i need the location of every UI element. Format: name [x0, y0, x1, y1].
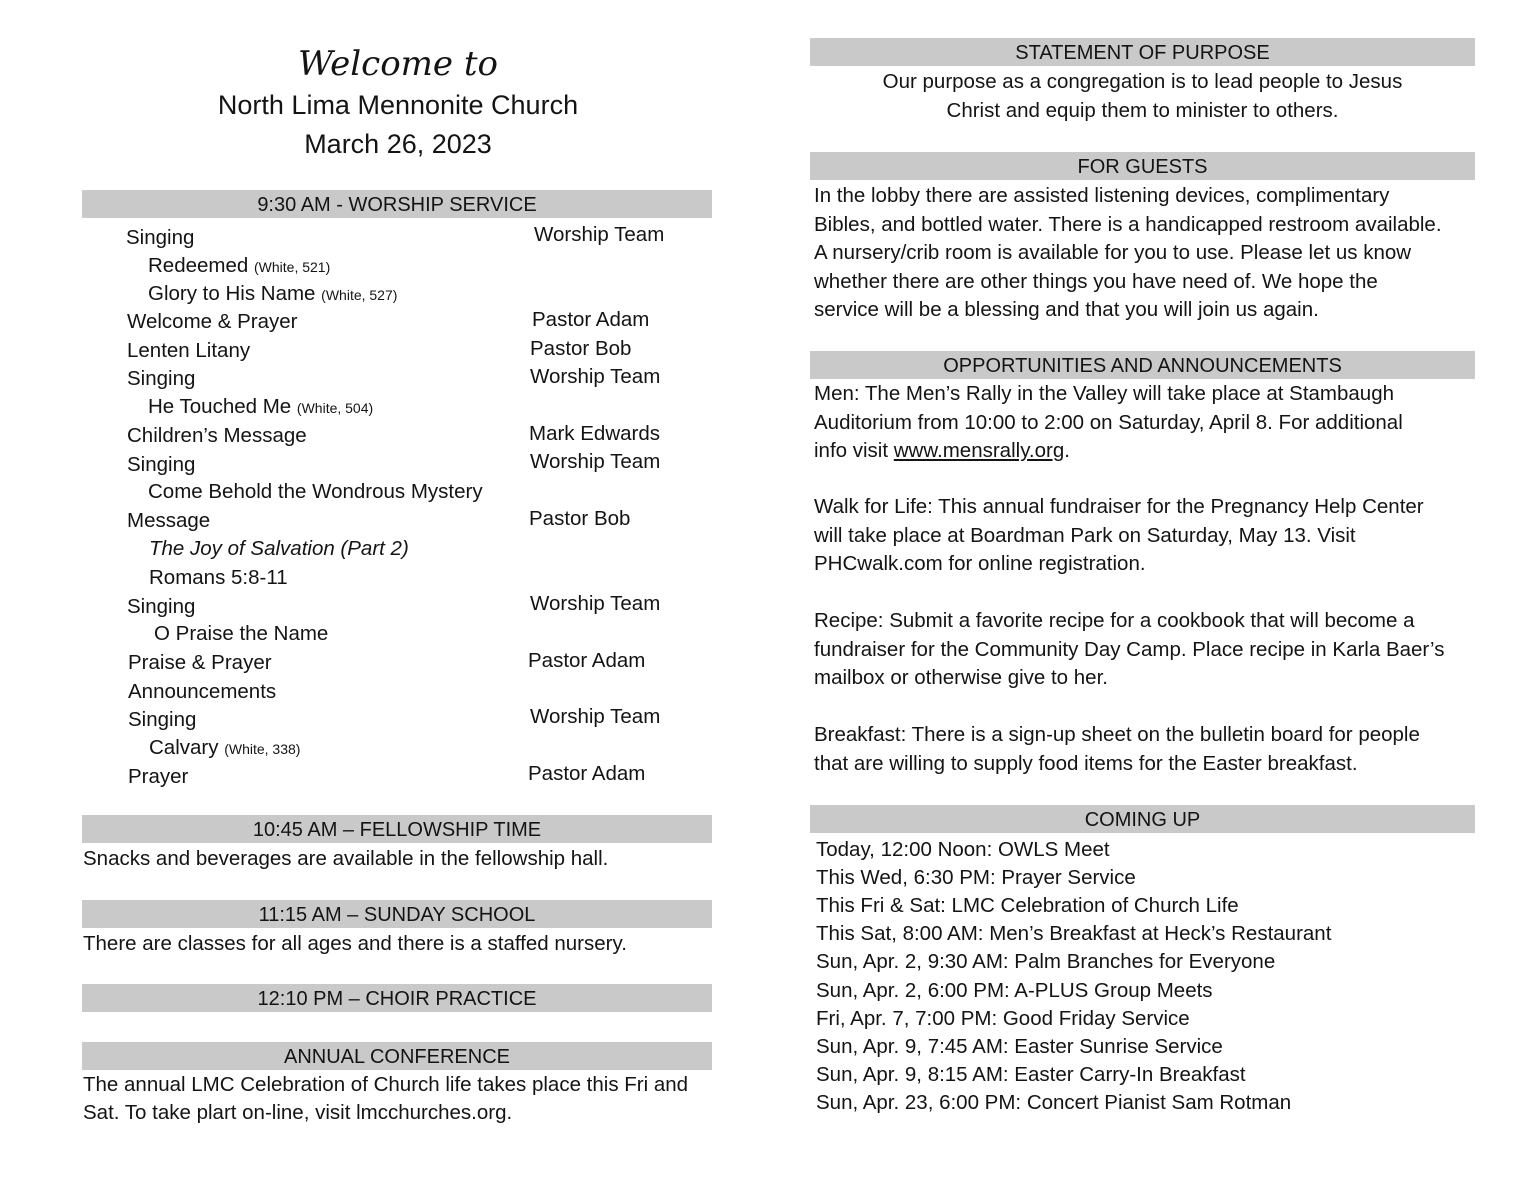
song-title: Redeemed (White, 521): [148, 254, 331, 277]
order-item: Singing: [127, 453, 196, 476]
song-title: Come Behold the Wondrous Mystery: [148, 480, 483, 503]
order-item: Lenten Litany: [127, 339, 251, 362]
coming-up-heading: COMING UP: [810, 805, 1475, 833]
purpose-heading: STATEMENT OF PURPOSE: [810, 38, 1475, 66]
announcement-line: that are willing to supply food items for the Easter breakfast.: [814, 751, 1358, 775]
choir-practice-heading: 12:10 PM – CHOIR PRACTICE: [82, 984, 712, 1012]
order-leader: Pastor Adam: [528, 649, 646, 672]
announcement-line: Men: The Men’s Rally in the Valley will take place at Stambaugh: [814, 382, 1394, 405]
song-title: Glory to His Name (White, 527): [148, 282, 398, 305]
guests-line: Bibles, and bottled water. There is a handicapped restroom available.: [814, 212, 1442, 236]
fellowship-heading: 10:45 AM – FELLOWSHIP TIME: [82, 815, 712, 843]
conference-text: Sat. To take plart on-line, visit lmcchurches.org.: [83, 1101, 513, 1124]
event-item: Sun, Apr. 9, 8:15 AM: Easter Carry-In Breakfast: [816, 1063, 1246, 1086]
guests-line: service will be a blessing and that you will join us again.: [814, 298, 1319, 321]
guests-line: In the lobby there are assisted listening devices, complimentary: [814, 184, 1390, 207]
conference-text: The annual LMC Celebration of Church life takes place this Fri and: [83, 1073, 689, 1096]
order-leader: Mark Edwards: [529, 422, 661, 445]
guests-line: whether there are other things you have need of. We hope the: [814, 269, 1378, 293]
order-leader: Worship Team: [530, 705, 661, 728]
annual-conference-heading: ANNUAL CONFERENCE: [82, 1042, 712, 1070]
announcement-line: Breakfast: There is a sign-up sheet on the bulletin board for people: [814, 723, 1420, 746]
announcement-line: PHCwalk.com for online registration.: [814, 552, 1146, 575]
event-item: This Fri & Sat: LMC Celebration of Church Life: [816, 894, 1239, 917]
event-item: This Sat, 8:00 AM: Men’s Breakfast at Heck’s Restaurant: [816, 922, 1332, 945]
order-leader: Worship Team: [530, 365, 661, 388]
purpose-line: Christ and equip them to minister to others.: [946, 98, 1339, 122]
purpose-text: [810, 68, 1475, 125]
order-item: Message: [127, 509, 211, 532]
order-item: Welcome & Prayer: [127, 310, 298, 333]
order-leader: Worship Team: [530, 592, 661, 615]
order-item: Children’s Message: [127, 424, 307, 447]
event-item: Fri, Apr. 7, 7:00 PM: Good Friday Service: [816, 1007, 1190, 1030]
announcements-heading: OPPORTUNITIES AND ANNOUNCEMENTS: [810, 351, 1475, 379]
breakfast-announcement: [814, 721, 1476, 778]
order-leader: Worship Team: [530, 450, 661, 473]
sermon-title: The Joy of Salvation (Part 2): [149, 537, 409, 560]
song-title: O Praise the Name: [154, 622, 329, 645]
announcement-line: Recipe: Submit a favorite recipe for a cookbook that will become a: [814, 609, 1415, 632]
sunday-school-heading: 11:15 AM – SUNDAY SCHOOL: [82, 900, 712, 928]
song-title: He Touched Me (White, 504): [148, 395, 374, 418]
announcement-line: will take place at Boardman Park on Saturday, May 13. Visit: [814, 523, 1356, 547]
event-item: Sun, Apr. 23, 6:00 PM: Concert Pianist Sam Rotman: [816, 1091, 1292, 1114]
order-leader: Pastor Bob: [529, 507, 631, 530]
mens-rally-announcement: [814, 380, 1476, 466]
scripture-reference: Romans 5:8-11: [149, 566, 288, 589]
event-item: This Wed, 6:30 PM: Prayer Service: [816, 866, 1136, 889]
order-item: Singing: [126, 226, 195, 249]
announcement-line: info visit www.mensrally.org.: [814, 439, 1070, 462]
event-item: Sun, Apr. 9, 7:45 AM: Easter Sunrise Service: [816, 1035, 1223, 1058]
order-leader: Pastor Bob: [530, 337, 632, 360]
guests-line: A nursery/crib room is available for you to use. Please let us know: [814, 241, 1412, 264]
order-item: Prayer: [128, 765, 189, 788]
order-leader: Worship Team: [534, 223, 665, 246]
walk-for-life-announcement: [814, 493, 1476, 579]
order-item: Singing: [127, 367, 196, 390]
order-item: Singing: [128, 708, 197, 731]
event-item: Sun, Apr. 2, 9:30 AM: Palm Branches for Everyone: [816, 950, 1276, 973]
order-item: Announcements: [128, 680, 277, 703]
order-leader: Pastor Adam: [532, 308, 650, 331]
announcement-line: mailbox or otherwise give to her.: [814, 666, 1108, 689]
announcement-line: Walk for Life: This annual fundraiser for the Pregnancy Help Center: [814, 495, 1424, 518]
song-title: Calvary (White, 338): [149, 736, 301, 759]
mensrally-link[interactable]: www.mensrally.org: [893, 439, 1065, 462]
sunday-school-text: There are classes for all ages and there is a staffed nursery.: [83, 932, 627, 955]
guests-heading: FOR GUESTS: [810, 152, 1475, 180]
purpose-line: Our purpose as a congregation is to lead people to Jesus: [882, 70, 1403, 93]
announcement-line: Auditorium from 10:00 to 2:00 on Saturday, April 8. For additional: [814, 410, 1403, 434]
event-item: Sun, Apr. 2, 6:00 PM: A-PLUS Group Meets: [816, 979, 1213, 1002]
order-item: Singing: [127, 595, 196, 618]
guests-text: [814, 182, 1476, 325]
service-date: March 26, 2023: [304, 129, 492, 159]
fellowship-text: Snacks and beverages are available in the fellowship hall.: [83, 847, 609, 870]
announcement-line: fundraiser for the Community Day Camp. Place recipe in Karla Baer’s: [814, 637, 1445, 661]
order-leader: Pastor Adam: [528, 762, 646, 785]
order-item: Praise & Prayer: [128, 651, 272, 674]
church-name: North Lima Mennonite Church: [217, 90, 579, 120]
welcome-heading: Welcome to: [298, 44, 498, 84]
worship-service-heading: 9:30 AM - WORSHIP SERVICE: [82, 190, 712, 218]
event-item: Today, 12:00 Noon: OWLS Meet: [816, 838, 1110, 861]
recipe-announcement: [814, 607, 1476, 693]
